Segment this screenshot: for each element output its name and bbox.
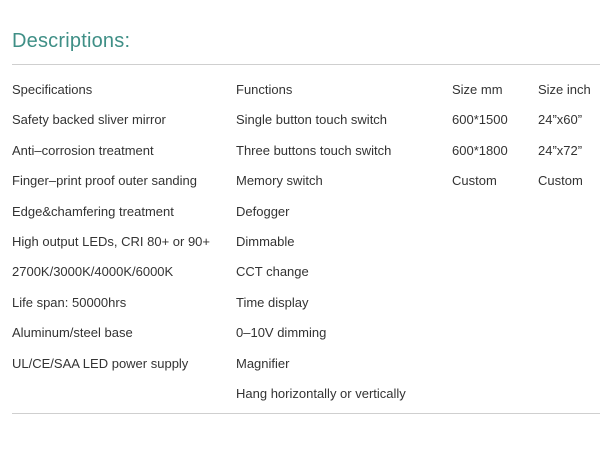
specifications-column: [12, 82, 210, 386]
top-divider: [12, 64, 600, 65]
spec-item: UL/CE/SAA LED power supply: [12, 355, 189, 371]
spec-item: Anti–corrosion treatment: [12, 142, 154, 158]
spec-item: Edge&chamfering treatment: [12, 203, 174, 219]
spec-item: Aluminum/steel base: [12, 325, 133, 341]
bottom-divider: [12, 413, 600, 414]
function-item: Hang horizontally or vertically: [236, 385, 406, 401]
function-item: Magnifier: [236, 355, 290, 371]
function-item: Time display: [236, 294, 309, 310]
functions-header: Functions: [236, 82, 293, 97]
size-mm-item: 600*1500: [452, 112, 508, 128]
page-title: Descriptions:: [12, 30, 131, 52]
size-inch-header: Size inch: [538, 82, 591, 97]
function-item: Memory switch: [236, 173, 323, 189]
function-item: Dimmable: [236, 233, 295, 249]
spec-item: Life span: 50000hrs: [12, 294, 127, 310]
size-mm-item: Custom: [452, 173, 497, 189]
function-item: Defogger: [236, 203, 290, 219]
size-inch-column: [538, 82, 591, 204]
spec-item: 2700K/3000K/4000K/6000K: [12, 264, 174, 280]
size-mm-header: Size mm: [452, 82, 503, 97]
size-inch-item: 24”x72”: [538, 142, 583, 158]
function-item: Single button touch switch: [236, 112, 388, 128]
function-item: Three buttons touch switch: [236, 142, 392, 158]
spec-item: Safety backed sliver mirror: [12, 112, 166, 128]
size-mm-item: 600*1800: [452, 142, 508, 158]
spec-item: High output LEDs, CRI 80+ or 90+: [12, 233, 211, 249]
spec-item: Finger–print proof outer sanding: [12, 173, 198, 189]
functions-column: [236, 82, 406, 416]
function-item: 0–10V dimming: [236, 325, 327, 341]
function-item: CCT change: [236, 264, 309, 280]
size-inch-item: 24”x60”: [538, 112, 583, 128]
size-inch-item: Custom: [538, 173, 583, 189]
size-mm-column: [452, 82, 508, 204]
specifications-header: Specifications: [12, 82, 93, 97]
